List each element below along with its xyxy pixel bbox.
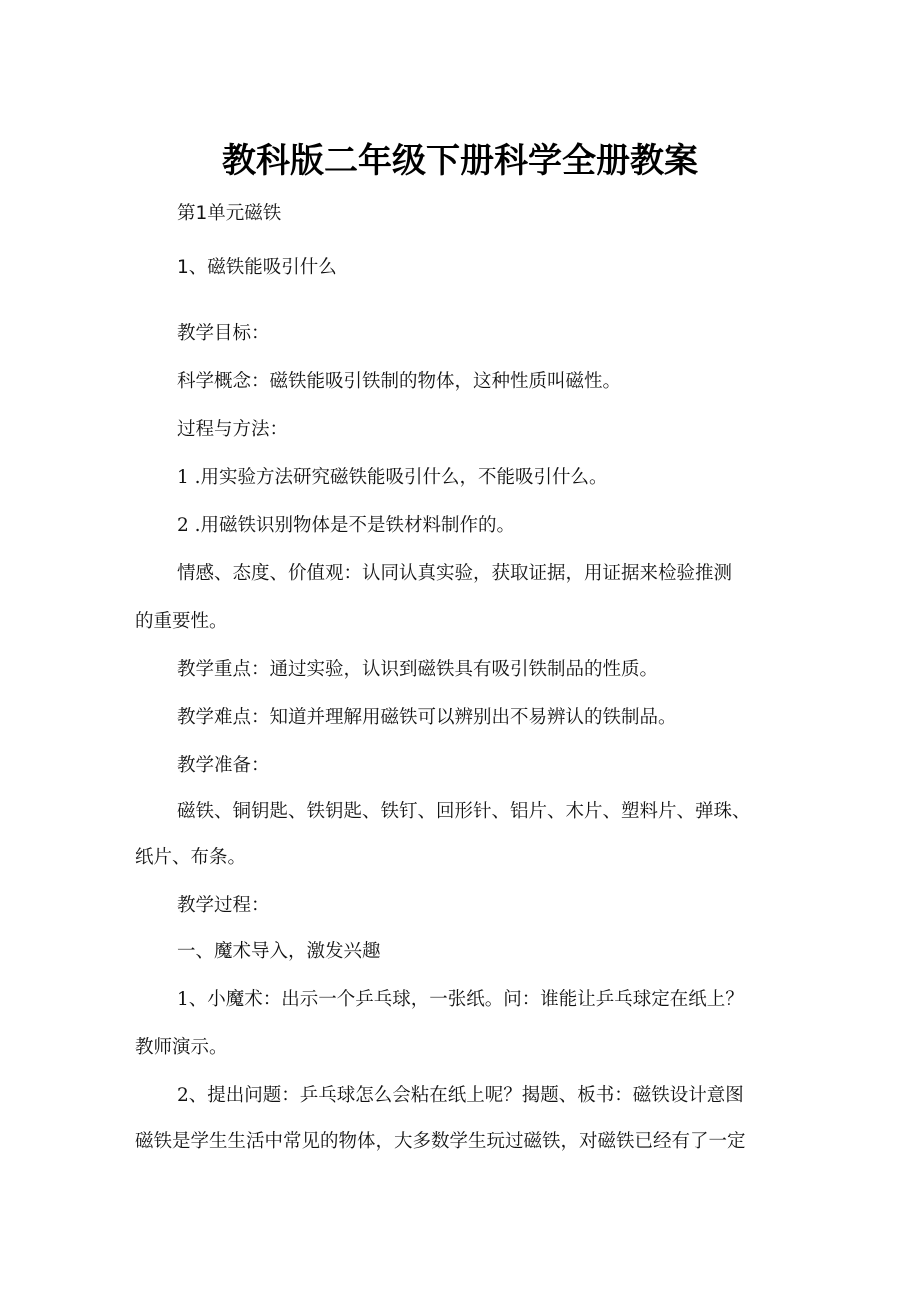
paragraph-line: 教学准备： [177, 755, 270, 776]
paragraph-line: 过程与方法： [177, 419, 289, 440]
paragraph-line: 教学过程： [177, 895, 270, 916]
paragraph-line: 磁铁是学生生活中常见的物体，大多数学生玩过磁铁，对磁铁已经有了一定 [135, 1131, 746, 1152]
paragraph-line: 磁铁、铜钥匙、铁钥匙、铁钉、回形针、铝片、木片、塑料片、弹珠、 [177, 801, 751, 822]
paragraph-line: 教师演示。 [135, 1037, 228, 1058]
paragraph-line: 教学目标： [177, 323, 270, 344]
paragraph-line: 科学概念：磁铁能吸引铁制的物体，这种性质叫磁性。 [177, 371, 622, 392]
paragraph-line: 教学难点：知道并理解用磁铁可以辨别出不易辨认的铁制品。 [177, 707, 677, 728]
paragraph-line: 的重要性。 [135, 611, 228, 632]
paragraph-line: 2 .用磁铁识别物体是不是铁材料制作的。 [177, 515, 516, 536]
unit-heading: 第1单元磁铁 [177, 203, 282, 224]
paragraph-line: 一、魔术导入，激发兴趣 [177, 941, 381, 962]
paragraph-line: 1 .用实验方法研究磁铁能吸引什么，不能吸引什么。 [177, 467, 608, 488]
document-title: 教科版二年级下册科学全册教案 [222, 141, 698, 181]
paragraph-line: 1、小魔术：出示一个乒乓球，一张纸。问：谁能让乒乓球定在纸上？ [177, 989, 744, 1010]
paragraph-line: 教学重点：通过实验，认识到磁铁具有吸引铁制品的性质。 [177, 659, 659, 680]
paragraph-line: 情感、态度、价值观：认同认真实验，获取证据，用证据来检验推测 [177, 563, 733, 584]
paragraph-line: 2、提出问题：乒乓球怎么会粘在纸上呢？揭题、板书：磁铁设计意图 [177, 1085, 744, 1106]
paragraph-line: 纸片、布条。 [135, 847, 247, 868]
lesson-heading: 1、磁铁能吸引什么 [177, 257, 337, 278]
